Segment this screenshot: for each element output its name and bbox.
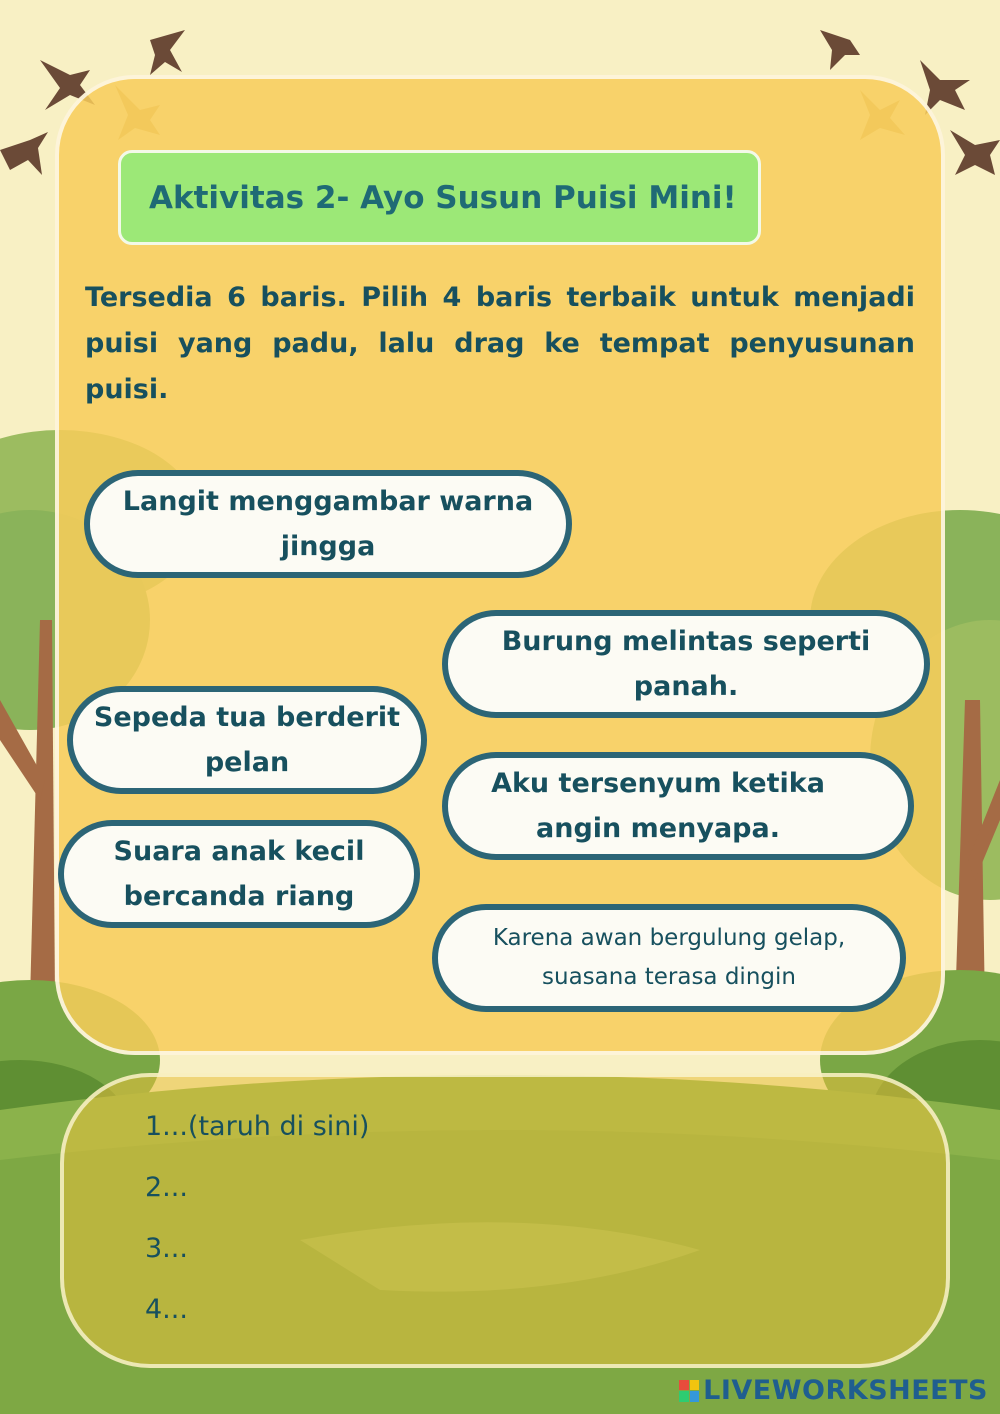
title-banner xyxy=(118,150,761,245)
liveworksheets-logo-icon xyxy=(679,1380,699,1402)
draggable-card-3[interactable]: Sepeda tua berderit pelan xyxy=(67,686,427,794)
draggable-card-6[interactable]: Karena awan bergulung gelap, suasana terasa dingin xyxy=(432,904,906,1012)
brand-name: LIVEWORKSHEETS xyxy=(703,1375,988,1406)
liveworksheets-logo xyxy=(679,1375,988,1406)
draggable-card-2[interactable]: Burung melintas seperti panah. xyxy=(442,610,930,718)
draggable-card-1[interactable]: Langit menggambar warna jingga xyxy=(84,470,572,578)
page-title: Aktivitas 2- Ayo Susun Puisi Mini! xyxy=(149,179,737,216)
drop-slot-3[interactable]: 3... xyxy=(145,1233,188,1264)
draggable-card-5[interactable]: Suara anak kecil bercanda riang xyxy=(58,820,420,928)
drop-slot-1[interactable]: 1...(taruh di sini) xyxy=(145,1111,370,1142)
drop-slot-2[interactable]: 2... xyxy=(145,1172,188,1203)
drop-slot-4[interactable]: 4... xyxy=(145,1294,188,1325)
draggable-card-4[interactable]: Aku tersenyum ketika angin menyapa. xyxy=(442,752,914,860)
instruction-text: Tersedia 6 baris. Pilih 4 baris terbaik untuk menjadi puisi yang padu, lalu drag ke tempat penyusunan puisi. xyxy=(85,282,915,405)
